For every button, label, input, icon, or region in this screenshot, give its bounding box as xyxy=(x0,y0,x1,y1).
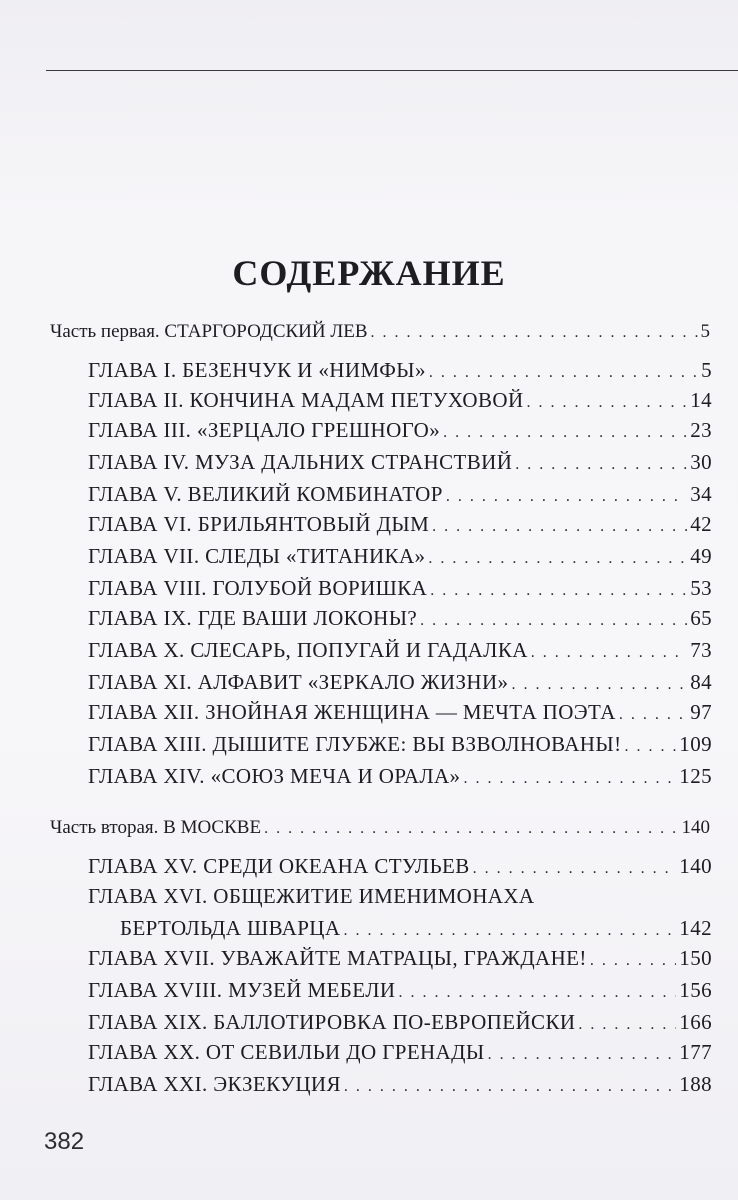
toc-leader-dots xyxy=(428,543,687,575)
toc-chapter-2[interactable] xyxy=(88,384,712,416)
toc-entry-text: ГЛАВА XIX. БАЛЛОТИРОВКА ПО-ЕВРОПЕЙСКИ xyxy=(88,1010,576,1034)
toc-chapter-19[interactable] xyxy=(88,1006,712,1038)
toc-entry-text: ГЛАВА XI. АЛФАВИТ «ЗЕРКАЛО ЖИЗНИ» xyxy=(88,670,509,694)
toc-entry-text: ГЛАВА VII. СЛЕДЫ «ТИТАНИКА» xyxy=(88,544,426,568)
toc-page-number: 125 xyxy=(679,764,712,788)
toc-page-number: 142 xyxy=(679,916,712,940)
toc-entry-text: ГЛАВА IX. ГДЕ ВАШИ ЛОКОНЫ? xyxy=(88,606,418,630)
page-title: СОДЕРЖАНИЕ xyxy=(232,253,506,293)
toc-chapter-6[interactable] xyxy=(88,508,712,540)
toc-page-number: 84 xyxy=(690,670,712,694)
toc-page-number: 177 xyxy=(679,1040,712,1064)
toc-entry-text: ГЛАВА IV. МУЗА ДАЛЬНИХ СТРАНСТВИЙ xyxy=(88,450,513,474)
toc-chapter-7[interactable] xyxy=(88,540,712,572)
toc-chapter-20[interactable] xyxy=(88,1036,712,1068)
toc-leader-dots xyxy=(371,317,698,349)
toc-chapter-14[interactable] xyxy=(88,760,712,792)
toc-chapter-13[interactable] xyxy=(88,728,712,760)
toc-chapter-11[interactable] xyxy=(88,666,712,698)
toc-entry-text: ГЛАВА XII. ЗНОЙНАЯ ЖЕНЩИНА — МЕЧТА ПОЭТА xyxy=(88,700,616,724)
toc-chapter-15[interactable] xyxy=(88,850,712,882)
toc-part-2[interactable] xyxy=(50,812,710,844)
toc-leader-dots xyxy=(344,1071,676,1103)
toc-page-number: 109 xyxy=(679,732,712,756)
toc-entry-text: БЕРТОЛЬДА ШВАРЦА xyxy=(120,916,341,940)
page-number: 382 xyxy=(44,1128,85,1155)
toc-entry-text: Часть вторая. В МОСКВЕ xyxy=(50,817,262,838)
toc-chapter-5[interactable] xyxy=(88,478,712,510)
toc-page-number: 73 xyxy=(690,638,712,662)
toc-page-number: 156 xyxy=(679,978,712,1002)
toc-leader-dots xyxy=(443,417,687,449)
toc-entry-text: ГЛАВА I. БЕЗЕНЧУК И «НИМФЫ» xyxy=(88,358,426,382)
toc-entry-text: ГЛАВА VI. БРИЛЬЯНТОВЫЙ ДЫМ xyxy=(88,512,430,536)
toc-page-number: 166 xyxy=(679,1010,712,1034)
toc-page-number: 30 xyxy=(690,450,712,474)
toc-entry-text: ГЛАВА XX. ОТ СЕВИЛЬИ ДО ГРЕНАДЫ xyxy=(88,1040,485,1064)
toc-entry-text: ГЛАВА XVI. ОБЩЕЖИТИЕ ИМЕНИМОНАХА xyxy=(88,884,535,908)
toc-page-number: 5 xyxy=(701,358,712,382)
toc-page-number: 53 xyxy=(690,576,712,600)
toc-leader-dots xyxy=(488,1039,677,1071)
header-rule xyxy=(46,70,738,71)
toc-entry-text: ГЛАВА VIII. ГОЛУБОЙ ВОРИШКА xyxy=(88,576,428,600)
toc-page-number: 5 xyxy=(700,321,710,342)
toc-page-number: 97 xyxy=(690,700,712,724)
toc-leader-dots xyxy=(590,945,676,977)
toc-chapter-21[interactable] xyxy=(88,1068,712,1100)
toc-entry-text: ГЛАВА XVIII. МУЗЕЙ МЕБЕЛИ xyxy=(88,978,396,1002)
toc-page-number: 140 xyxy=(679,854,712,878)
toc-chapter-9[interactable] xyxy=(88,602,712,634)
toc-page-number: 23 xyxy=(690,418,712,442)
toc-leader-dots xyxy=(515,449,687,481)
toc-chapter-10[interactable] xyxy=(88,634,712,666)
toc-leader-dots xyxy=(432,511,687,543)
toc-chapter-12[interactable] xyxy=(88,696,712,728)
toc-leader-dots xyxy=(398,977,676,1009)
toc-entry-text: ГЛАВА III. «ЗЕРЦАЛО ГРЕШНОГО» xyxy=(88,418,441,442)
toc-page-number: 65 xyxy=(690,606,712,630)
toc-chapter-18[interactable] xyxy=(88,974,712,1006)
toc-entry-text: ГЛАВА XIV. «СОЮЗ МЕЧА И ОРАЛА» xyxy=(88,764,461,788)
toc-entry-text: ГЛАВА XV. СРЕДИ ОКЕАНА СТУЛЬЕВ xyxy=(88,854,470,878)
toc-entry-text: ГЛАВА X. СЛЕСАРЬ, ПОПУГАЙ И ГАДАЛКА xyxy=(88,638,528,662)
toc-entry-text: ГЛАВА XVII. УВАЖАЙТЕ МАТРАЦЫ, ГРАЖДАНЕ! xyxy=(88,946,587,970)
toc-leader-dots xyxy=(463,763,676,795)
toc-leader-dots xyxy=(531,637,687,669)
toc-entry-text: ГЛАВА XXI. ЭКЗЕКУЦИЯ xyxy=(88,1072,341,1096)
toc-entry-text: ГЛАВА XIII. ДЫШИТЕ ГЛУБЖЕ: ВЫ ВЗВОЛНОВАНЫ! xyxy=(88,732,622,756)
toc-page-number: 14 xyxy=(690,388,712,412)
toc-part-1[interactable] xyxy=(50,316,710,348)
toc-page-number: 188 xyxy=(679,1072,712,1096)
toc-page-number: 42 xyxy=(690,512,712,536)
toc-leader-dots xyxy=(624,731,676,763)
toc-entry-text: ГЛАВА II. КОНЧИНА МАДАМ ПЕТУХОВОЙ xyxy=(88,388,524,412)
toc-page-number: 49 xyxy=(690,544,712,568)
toc-leader-dots xyxy=(264,813,678,845)
toc-chapter-17[interactable] xyxy=(88,942,712,974)
toc-chapter-8[interactable] xyxy=(88,572,712,604)
toc-chapter-4[interactable] xyxy=(88,446,712,478)
toc-entry-text: Часть первая. СТАРГОРОДСКИЙ ЛЕВ xyxy=(50,321,368,342)
toc-chapter-16-continued[interactable] xyxy=(120,912,712,944)
toc-leader-dots xyxy=(420,605,687,637)
toc-page-number: 34 xyxy=(690,482,712,506)
toc-page-number: 150 xyxy=(679,946,712,970)
toc-chapter-1[interactable] xyxy=(88,354,712,386)
toc-chapter-16[interactable] xyxy=(88,880,712,912)
toc-leader-dots xyxy=(619,699,687,731)
toc-entry-text: ГЛАВА V. ВЕЛИКИЙ КОМБИНАТОР xyxy=(88,482,443,506)
toc-chapter-3[interactable] xyxy=(88,414,712,446)
toc-page-number: 140 xyxy=(681,817,710,838)
